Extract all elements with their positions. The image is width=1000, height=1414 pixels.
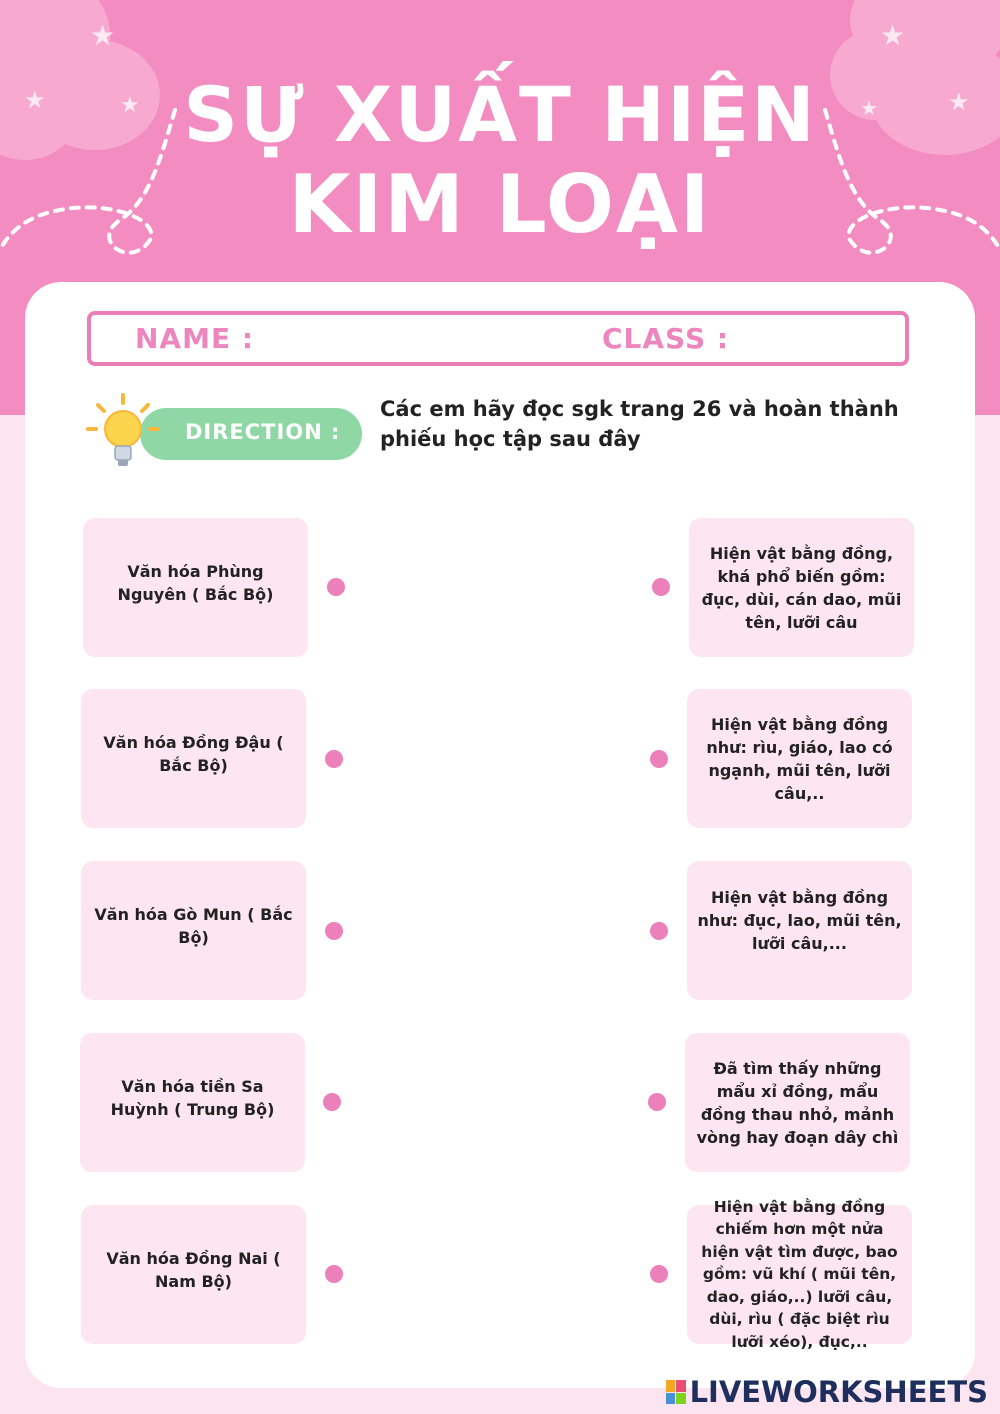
- liveworksheets-logo-icon: [666, 1380, 686, 1404]
- lightbulb-icon: [86, 393, 161, 473]
- page-title-line-2: KIM LOẠI: [288, 158, 712, 251]
- left-item-text: Văn hóa Gò Mun ( Bắc Bộ): [94, 904, 293, 947]
- right-item-box: [687, 1197, 912, 1351]
- left-match-dot[interactable]: [323, 1093, 341, 1111]
- star-icon: ★: [948, 88, 970, 116]
- right-item-box: [689, 518, 914, 657]
- left-item-box: [83, 518, 308, 657]
- star-icon: ★: [880, 19, 906, 52]
- left-item-text: Văn hóa Đồng Nai ( Nam Bộ): [106, 1248, 281, 1291]
- brand-text: LIVEWORKSHEETS: [689, 1375, 988, 1409]
- right-item-text: Đã tìm thấy những mẩu xỉ đồng, mẩu đồng thau nhỏ, mảnh vòng hay đoạn dây chì: [696, 1058, 899, 1147]
- star-icon: ★: [90, 19, 116, 52]
- right-match-dot[interactable]: [648, 1093, 666, 1111]
- left-item-box: [81, 689, 306, 828]
- direction-text: Các em hãy đọc sgk trang 26 và hoàn thành phiếu học tập sau đây: [380, 397, 899, 451]
- direction-label: DIRECTION :: [185, 420, 341, 444]
- page-title-line-1: SỰ XUẤT HIỆN: [183, 70, 817, 159]
- star-icon: ★: [24, 86, 46, 114]
- right-match-dot[interactable]: [652, 578, 670, 596]
- star-icon: ★: [120, 93, 140, 118]
- left-match-dot[interactable]: [325, 1265, 343, 1283]
- liveworksheets-logo: [666, 1375, 988, 1409]
- left-match-dot[interactable]: [327, 578, 345, 596]
- right-item-box: [685, 1033, 910, 1172]
- right-item-box: [687, 689, 912, 828]
- right-item-text: Hiện vật bằng đồng như: đục, lao, mũi tên, lưỡi câu,...: [697, 888, 902, 953]
- star-icon: ★: [860, 96, 878, 120]
- left-item-text: Văn hóa tiền Sa Huỳnh ( Trung Bộ): [110, 1076, 275, 1119]
- right-match-dot[interactable]: [650, 750, 668, 768]
- left-item-text: Văn hóa Đồng Đậu ( Bắc Bộ): [103, 732, 284, 775]
- right-item-text: Hiện vật bằng đồng chiếm hơn một nửa hiện vật tìm được, bao gồm: vũ khí ( mũi tên, dao, giáo,..) lưỡi câu, dùi, rìu ( đặc biệt rìu lưỡi xéo), đục,..: [701, 1197, 898, 1351]
- left-item-text: Văn hóa Phùng Nguyên ( Bắc Bộ): [117, 561, 274, 604]
- left-item-box: [80, 1033, 305, 1172]
- right-item-box: [687, 861, 912, 1000]
- class-label: CLASS :: [602, 322, 730, 355]
- right-item-text: Hiện vật bằng đồng, khá phổ biến gồm: đục, dùi, cán dao, mũi tên, lưỡi câu: [701, 543, 902, 632]
- right-item-text: Hiện vật bằng đồng như: rìu, giáo, lao có ngạnh, mũi tên, lưỡi câu,..: [706, 714, 893, 803]
- left-match-dot[interactable]: [325, 922, 343, 940]
- left-match-dot[interactable]: [325, 750, 343, 768]
- right-match-dot[interactable]: [650, 922, 668, 940]
- name-label: NAME :: [135, 322, 255, 355]
- right-match-dot[interactable]: [650, 1265, 668, 1283]
- left-item-box: [81, 1205, 306, 1344]
- left-item-box: [81, 861, 306, 1000]
